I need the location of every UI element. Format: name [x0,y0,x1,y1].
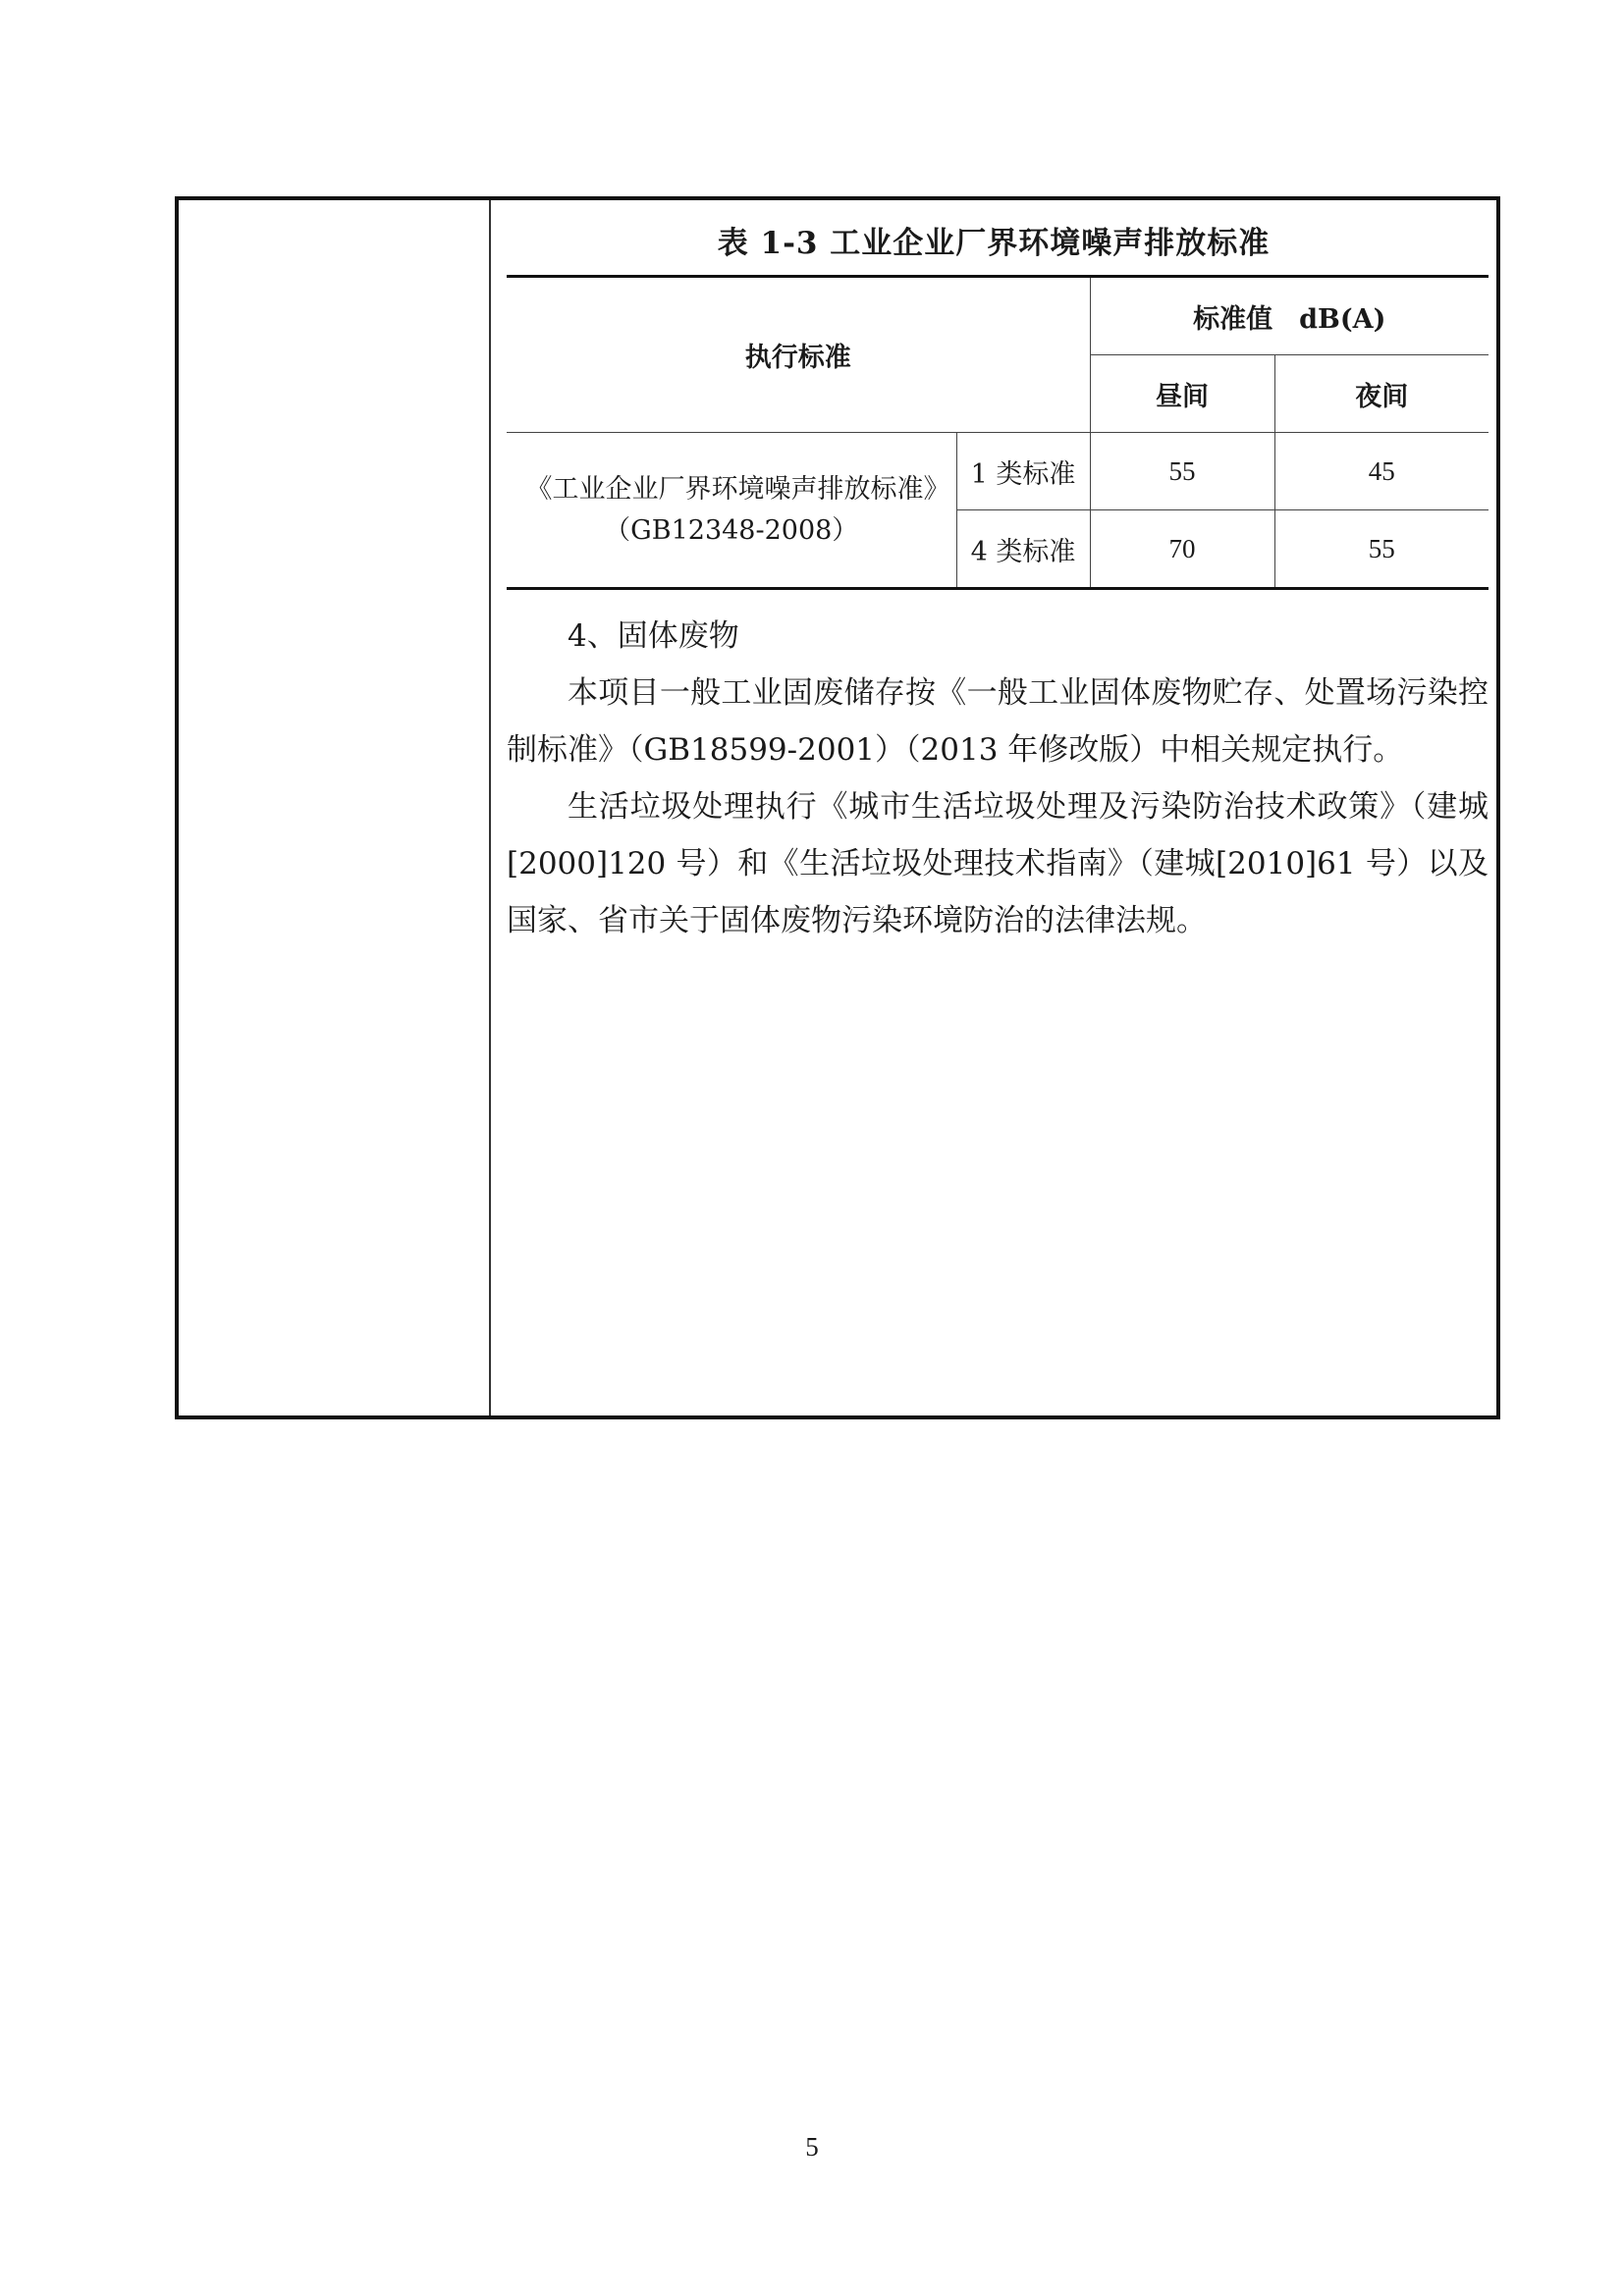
form-frame [175,196,1500,1419]
class-cell: 1 类标准 [956,433,1090,510]
header-night: 夜间 [1274,355,1489,433]
day-value-cell: 55 [1090,433,1274,510]
section-heading: 4、固体废物 [568,618,739,654]
content-cell [507,200,1489,949]
noise-standard-table [507,275,1489,590]
header-day: 昼间 [1090,355,1274,433]
night-value-cell: 45 [1274,433,1489,510]
class-cell: 4 类标准 [956,510,1090,589]
page-number: 5 [805,2132,819,2162]
paragraph: 生活垃圾处理执行《城市生活垃圾处理及污染防治技术政策》（建城[2000]120 号）和《生活垃圾处理技术指南》（建城[2010]61 号）以及国家、省市关于固体废物污染环境防治的法律法规。 [507,789,1489,938]
day-value-cell: 70 [1090,510,1274,589]
night-value-cell: 55 [1274,510,1489,589]
column-divider [489,200,491,1415]
header-standard-value: 标准值 dB(A) [1090,277,1489,355]
header-exec-standard: 执行标准 [507,277,1090,433]
section-body [507,608,1489,949]
standard-name-cell: 《工业企业厂界环境噪声排放标准》（GB12348-2008） [525,473,937,546]
paragraph: 本项目一般工业固废储存按《一般工业固体废物贮存、处置场污染控制标准》（GB18599-2001）（2013 年修改版）中相关规定执行。 [507,675,1489,768]
table-title: 表 1-3 工业企业厂界环境噪声排放标准 [717,226,1271,261]
table-row [507,433,1489,510]
